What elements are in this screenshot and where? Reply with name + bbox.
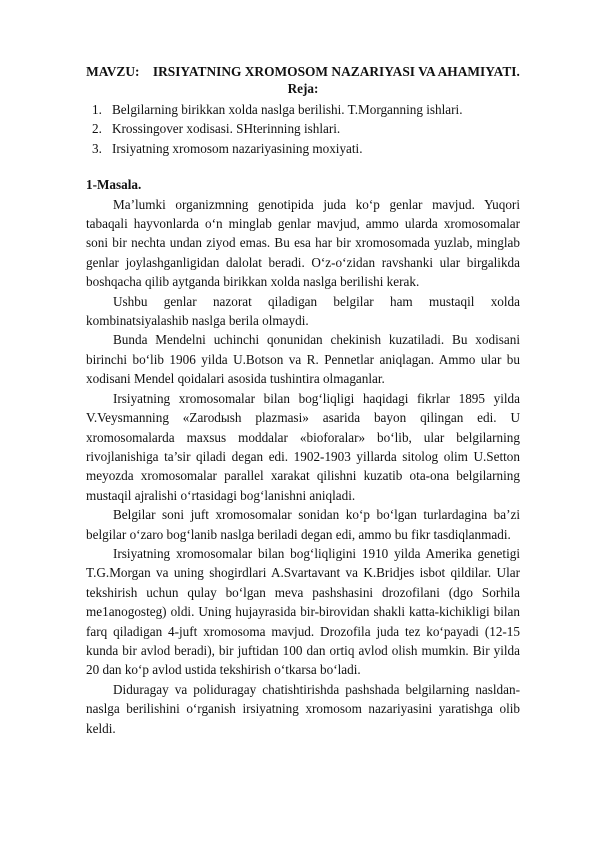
paragraph: Irsiyatning xromosomalar bilan bog‘liqligi haqidagi fikrlar 1895 yilda V.Veysmanning «Zarodыsh plazmasi» asarida bayon qilingan edi. U xromosomalarda maxsus moddalar «bioforalar» bo‘lib, ular belgilarning rivojlanishiga ta’sir qiladi degan edi. 1902-1903 yillarda sitolog olim U.Setton meyozda xromosomalar parallel xarakat qilishni kuzatib ota-ona belgilarning mustaqil ajralishi o‘rtasidagi bog‘lanishni aniqladi. — [86, 390, 520, 503]
plan-item — [86, 119, 520, 138]
paragraph: Diduragay va poliduragay chatishtirishda pashshada belgilarning nasldan-naslga berilishini o‘rganish irsiyatning xromosom nazariyasini yaratishga olib keldi. — [86, 681, 520, 736]
paragraph: Belgilar soni juft xromosomalar sonidan ko‘p bo‘lgan turlardagina ba’zi belgilar o‘zaro bog‘lanib naslga beriladi degan edi, ammo bu fikr tasdiqlanmadi. — [86, 507, 520, 542]
paragraph: Bunda Mendelni uchinchi qonunidan chekinish kuzatiladi. Bu xodisani birinchi bo‘lib 1906 yilda U.Botson va R. Pennetlar aniqlagan. Ammo ular bu xodisani Mendel qoidalari asosida tushintira olmaganlar. — [86, 332, 520, 387]
plan-label: Reja: — [287, 81, 319, 96]
paragraph: Ushbu genlar nazorat qiladigan belgilar ham mustaqil xolda kombinatsiyalashib naslga berila olmaydi. — [86, 293, 520, 329]
paragraph: Irsiyatning xromosomalar bilan bog‘liqligini 1910 yilda Amerika genetigi T.G.Morgan va uning shogirdlari A.Svartavant va K.Bridjes isbot qildilar. Ular tekshirish uchun qulay bo‘lgan meva pashshasini drozofilani (dgo Sorhila me1anogosteg) oldi. Uning hujayrasida bir-birovidan shakli katta-kichikligi bilan farq qiladigan 4-juft xromosoma mavjud. Drozofila juda tez ko‘payadi (12-15 kunda bir avlod beradi), bir juftidan 100 dan ortiq avlod olish mumkin. Bir yilda 20 dan ko‘p avlod ustida tekshirish o‘tkarsa bo‘ladi. — [86, 545, 520, 678]
document-title — [86, 64, 520, 80]
plan-item-number: 3. — [92, 140, 102, 156]
plan-item-number: 2. — [92, 121, 102, 137]
section-title: 1-Masala. — [86, 177, 142, 193]
plan-item-text: Irsiyatning xromosom nazariyasining moxiyati. — [112, 140, 363, 156]
topic-title: IRSIYATNING XROMOSOM NAZARIYASI VA AHAMIYATI. — [152, 64, 520, 79]
plan-item — [86, 139, 520, 158]
plan-item-number: 1. — [92, 102, 102, 117]
plan-item-text: Krossingover xodisasi. SHterinning ishlari. — [112, 121, 341, 137]
document-page — [86, 64, 520, 738]
paragraph: Ma’lumki organizmning genotipida juda ko‘p genlar mavjud. Yuqori tabaqali hayvonlarda o‘n minglab genlar mavjud, ammo ularda xromosomalar soni bir nechta undan ziyod emas. Bu esa har bir xromosomada yuzlab, minglab genlar joylashganligidan dalolat beradi. O‘z-o‘zidan ravshanki ular birgalikda boshqacha qilib aytganda birikkan xolda naslga berilishi kerak. — [86, 196, 520, 290]
plan-item — [86, 100, 520, 119]
plan-list — [86, 100, 520, 158]
plan-item-text: Belgilarning birikkan xolda naslga berilishi. T.Morganning ishlari. — [112, 102, 463, 117]
topic-label: MAVZU: — [86, 64, 140, 79]
